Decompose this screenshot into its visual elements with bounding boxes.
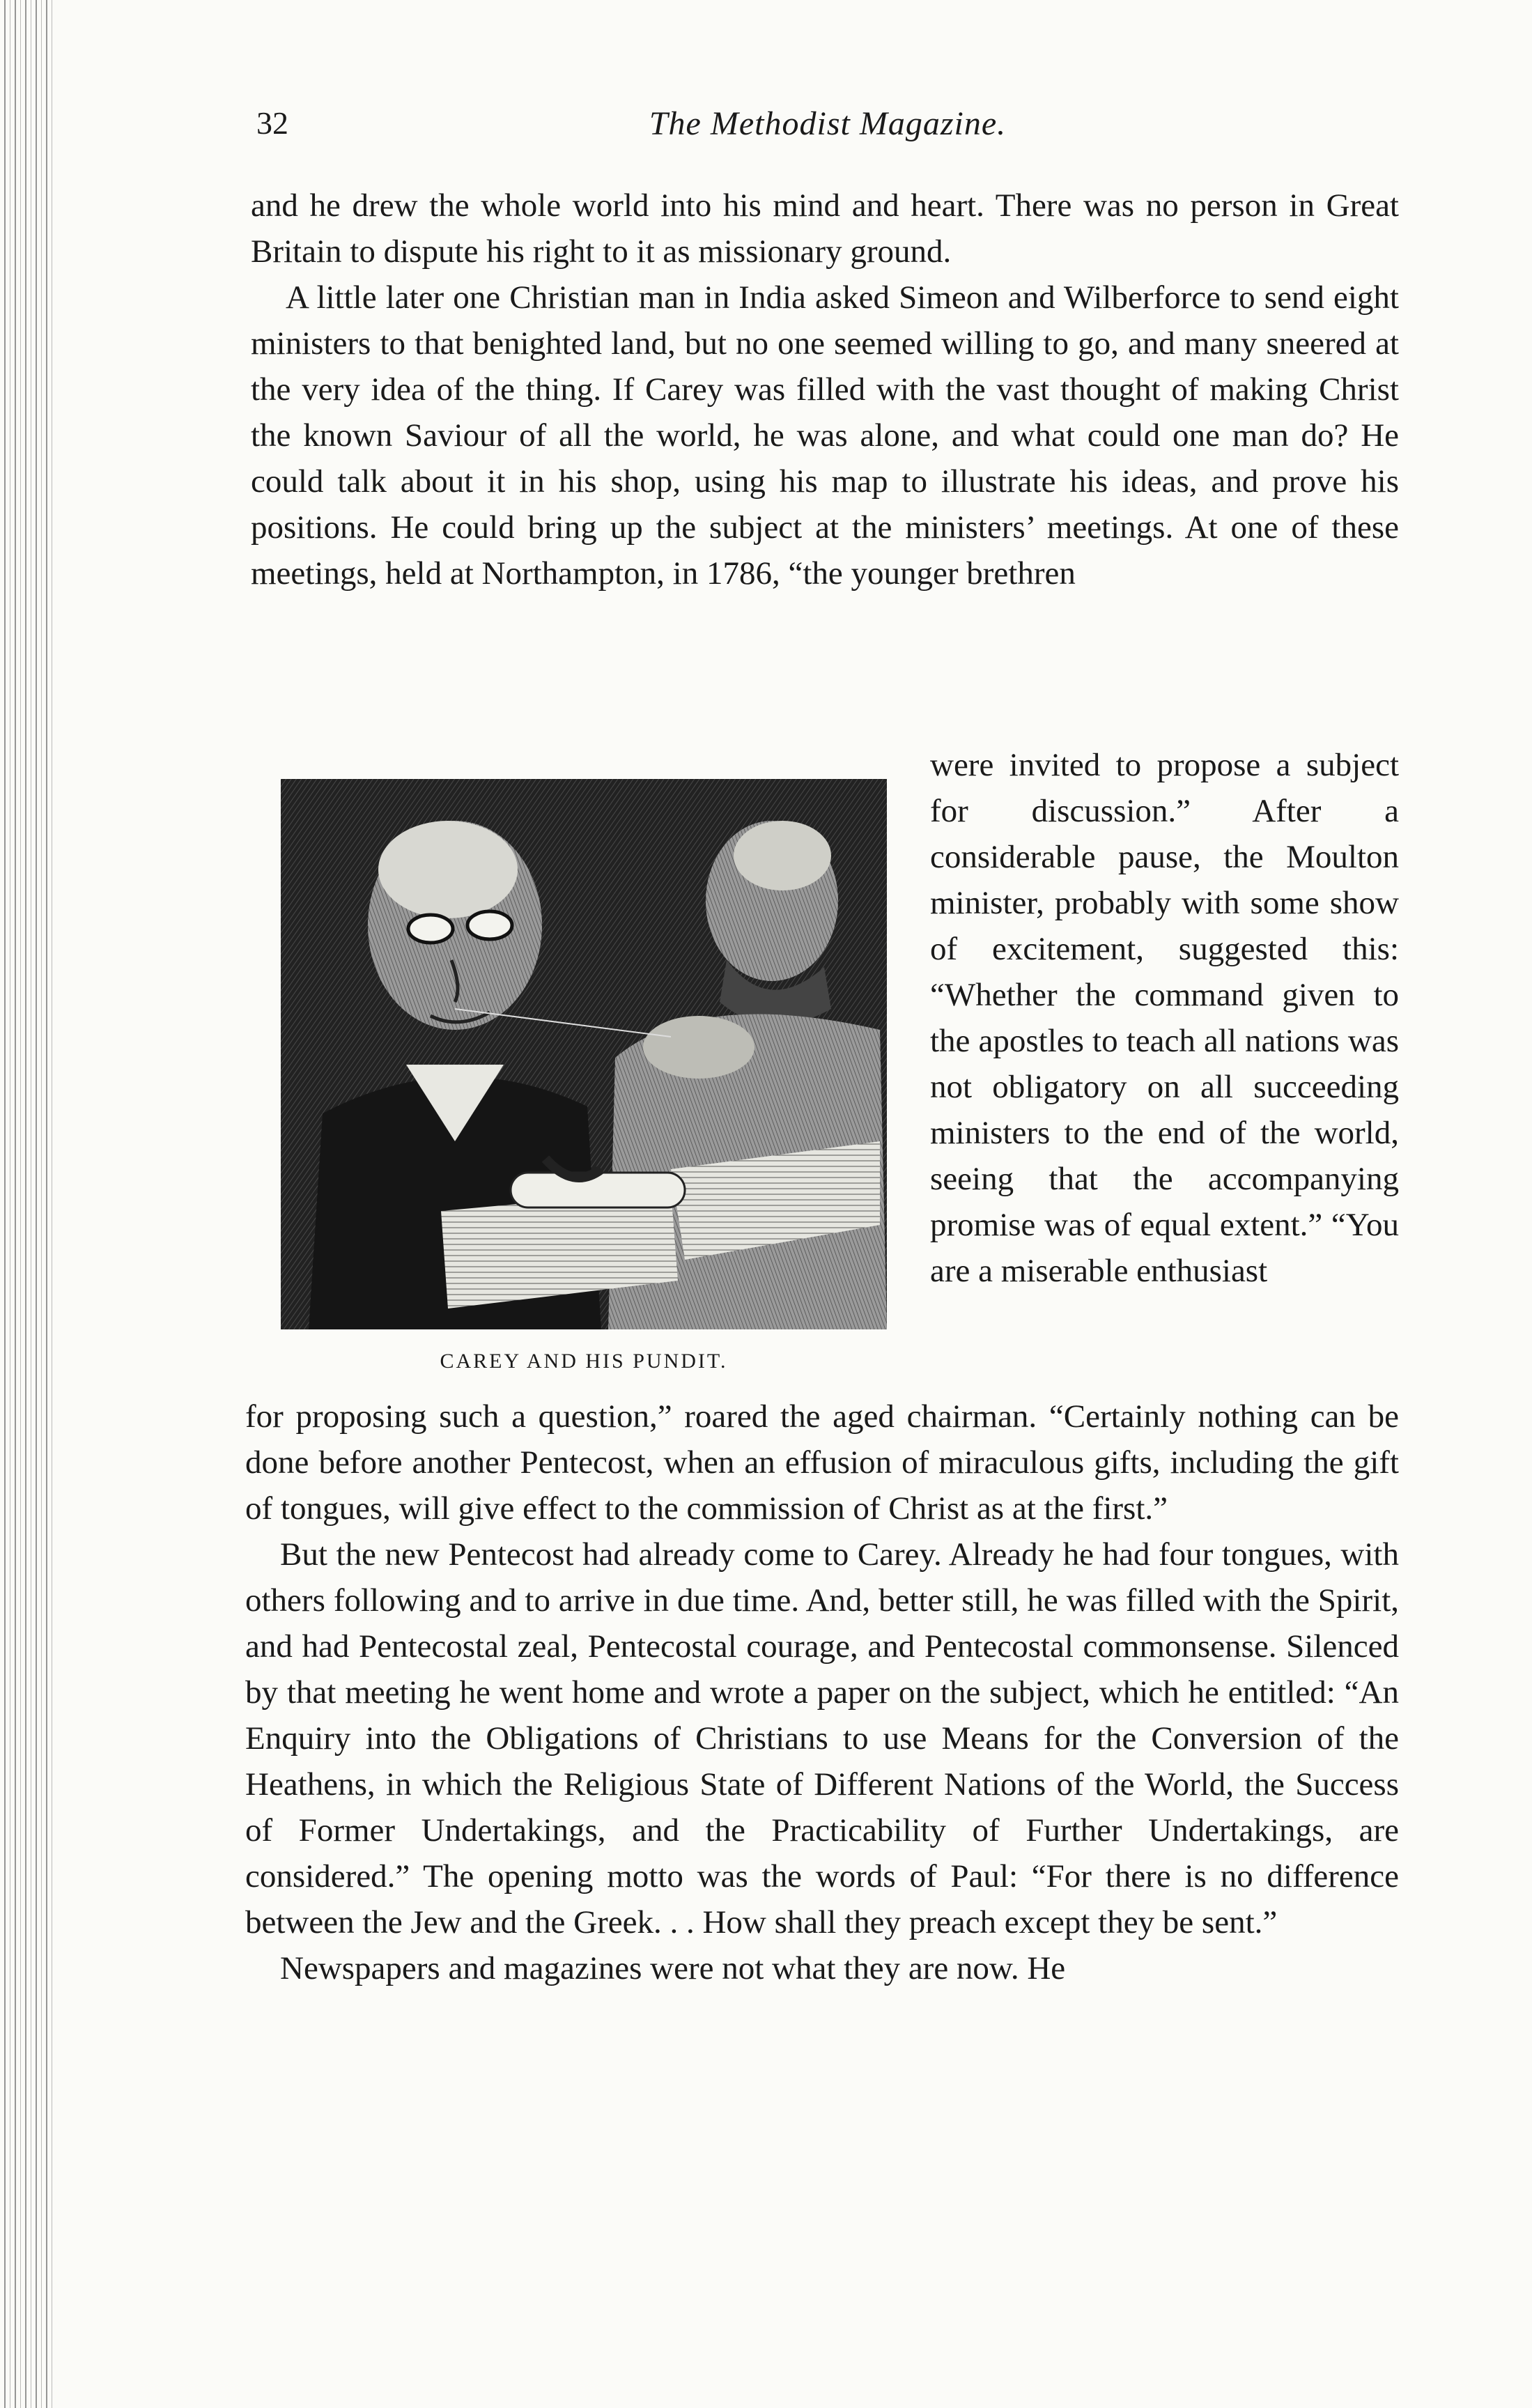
text-block-bottom	[245, 1394, 1399, 1991]
engraving-illustration	[281, 779, 887, 1329]
paragraph-3: But the new Pentecost had already come to Carey. Already he had four tongues, with others following and to arrive in due time. And, better still, he was filled with the Spirit, and had Pentecostal zeal, Pentecostal courage, and Pentecostal commonsense. Silenced by that meeting he went home and wrote a paper on the subject, which he entitled: “An Enquiry into the Obligations of Christians to use Means for the Conversion of the Heathens, in which the Religious State of Different Nations of the World, the Success of Former Undertakings, and the Practicability of Further Undertakings, are considered.” The opening motto was the words of Paul: “For there is no difference between the Jew and the Greek. . . How shall they preach except they be sent.”	[245, 1536, 1399, 1940]
text-block-top	[251, 183, 1399, 596]
text-beside-figure	[930, 742, 1399, 1294]
side-paragraph: were invited to propose a subject for discussion.” After a considerable pause, the Moulton minister, probably with some show of excitement, suggested this: “Whether the command given to the apostles to teach all nations was not obligatory on all succeeding ministers to the end of the world, seeing that the accompanying promise was of equal extent.” “You are a miserable enthusiast	[930, 747, 1399, 1289]
paragraph-1: and he drew the whole world into his mind and heart. There was no person in Great Britain to dispute his right to it as missionary ground.	[251, 187, 1399, 270]
page-binding-edge	[0, 0, 56, 2408]
paragraph-2: A little later one Christian man in India asked Simeon and Wilberforce to send eight ministers to that benighted land, but no one seemed willing to go, and many sneered at the very idea of the thing. If Carey was filled with the vast thought of making Christ the known Saviour of all the world, he was alone, and what could one man do? He could talk about it in his shop, using his map to illustrate his ideas, and prove his positions. He could bring up the subject at the ministers’ meetings. At one of these meetings, held at Northampton, in 1786, “the younger brethren	[251, 279, 1399, 592]
page-number: 32	[256, 105, 288, 141]
page-header	[256, 105, 1399, 160]
paragraph-2-continued: for proposing such a question,” roared the aged chairman. “Certainly nothing can be done before another Pentecost, when an effusion of miraculous gifts, including the gift of tongues, will give effect to the commission of Christ as at the first.”	[245, 1398, 1399, 1527]
paragraph-4: Newspapers and magazines were not what they are now. He	[280, 1950, 1066, 1986]
running-title: The Methodist Magazine.	[649, 105, 1007, 142]
figure-caption: CAREY AND HIS PUNDIT.	[440, 1350, 728, 1373]
